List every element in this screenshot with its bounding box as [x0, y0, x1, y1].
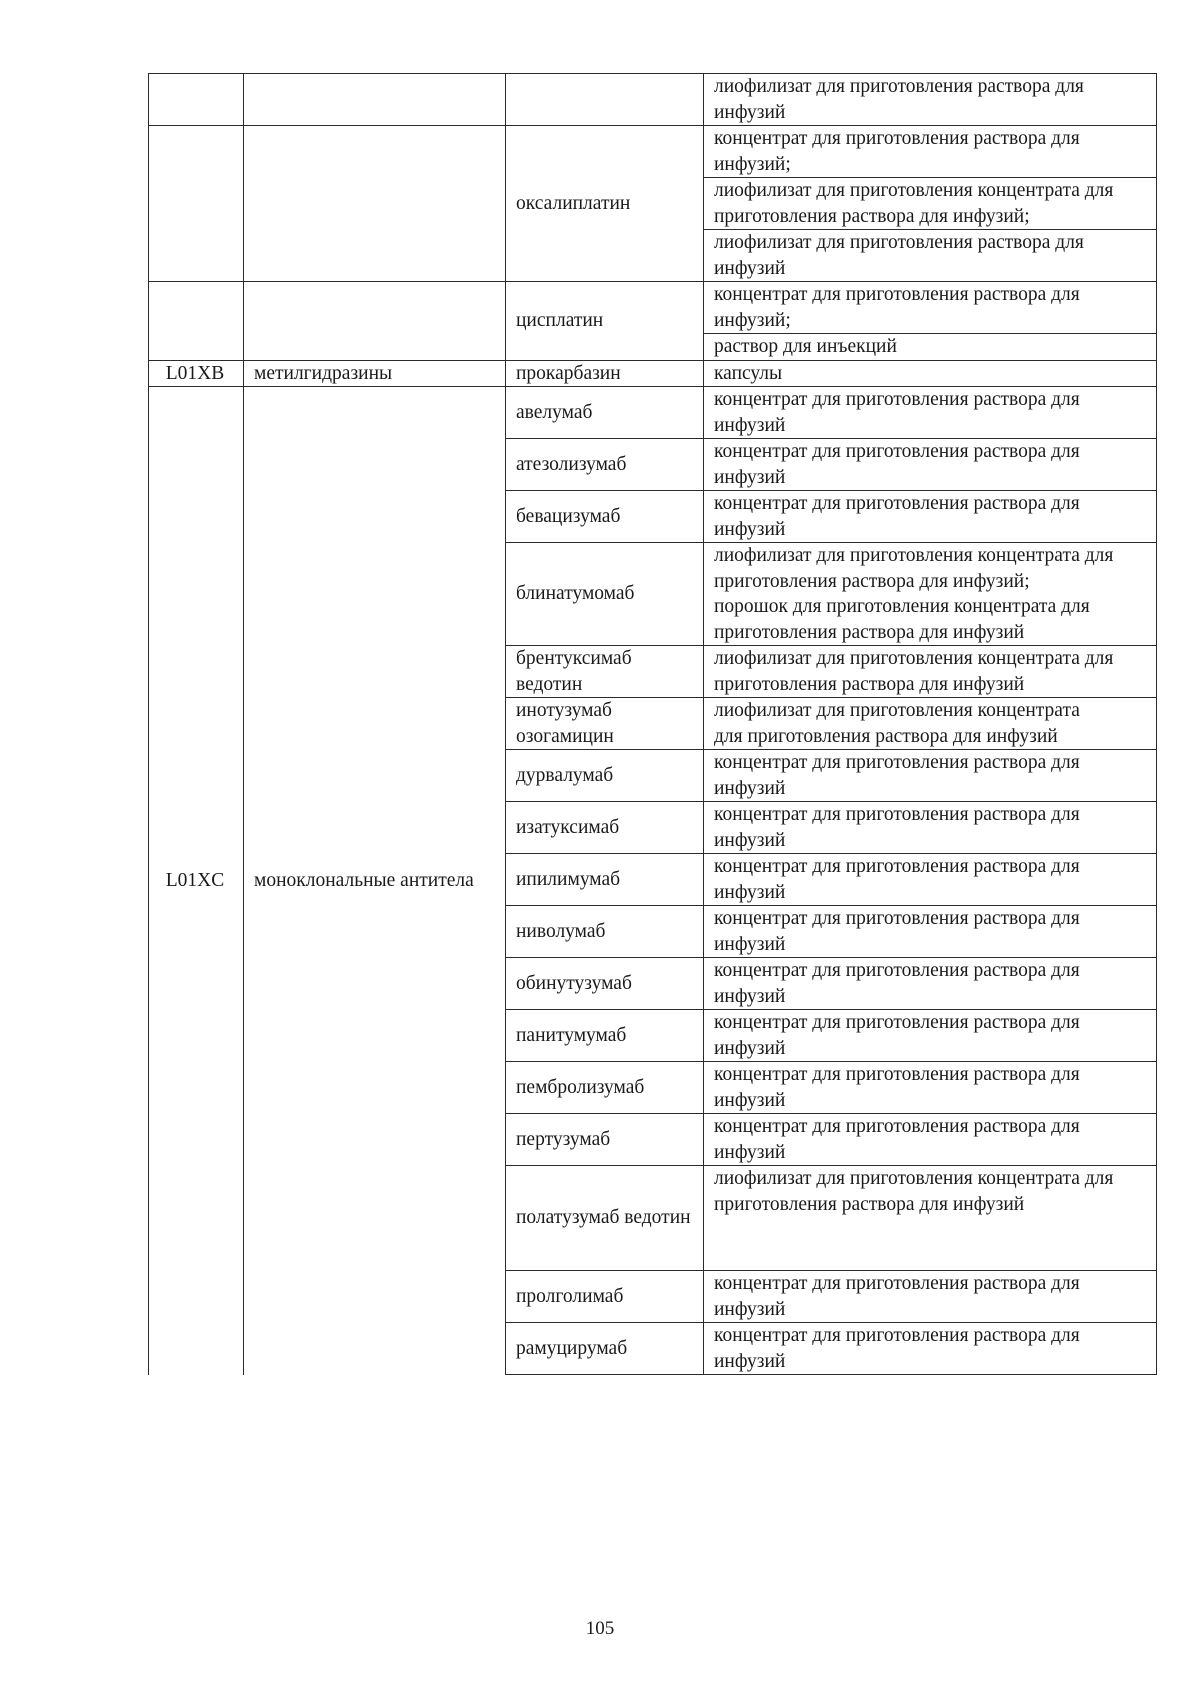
table-row: [149, 282, 1157, 334]
group-cell: моноклональные антитела: [244, 387, 506, 1375]
dosage-form-cell: концентрат для приготовления раствора для инфузий: [704, 906, 1157, 958]
dosage-form-cell: лиофилизат для приготовления раствора для инфузий: [704, 230, 1157, 282]
dosage-form-cell: концентрат для приготовления раствора для инфузий: [704, 750, 1157, 802]
group-cell: метилгидразины: [244, 360, 506, 387]
dosage-form-cell: концентрат для приготовления раствора для инфузий: [704, 491, 1157, 543]
dosage-form-cell: концентрат для приготовления раствора для инфузий: [704, 1010, 1157, 1062]
drug-name-cell: бевацизумаб: [506, 491, 704, 543]
drug-name-cell: пертузумаб: [506, 1114, 704, 1166]
group-cell: [244, 74, 506, 126]
dosage-form-cell: концентрат для приготовления раствора для инфузий: [704, 1062, 1157, 1114]
atc-code-cell: [149, 74, 244, 126]
drug-name-cell: брентуксимаб ведотин: [506, 646, 704, 698]
dosage-form-cell: концентрат для приготовления раствора для инфузий: [704, 958, 1157, 1010]
drug-name-cell: пролголимаб: [506, 1271, 704, 1323]
dosage-form-cell: концентрат для приготовления раствора для инфузий: [704, 1114, 1157, 1166]
drug-name-cell: авелумаб: [506, 387, 704, 439]
atc-code-cell: [149, 282, 244, 361]
dosage-form-cell: концентрат для приготовления раствора для инфузий: [704, 1271, 1157, 1323]
drug-name-cell: ипилимумаб: [506, 854, 704, 906]
dosage-form-cell: концентрат для приготовления раствора для инфузий: [704, 854, 1157, 906]
drug-name-cell: прокарбазин: [506, 360, 704, 387]
dosage-form-line: для приготовления раствора для инфузий: [714, 725, 1058, 747]
drug-name-cell: ниволумаб: [506, 906, 704, 958]
atc-code-cell: [149, 126, 244, 282]
drug-name-cell: [506, 74, 704, 126]
table-row: [149, 126, 1157, 178]
dosage-form-cell: концентрат для приготовления раствора для инфузий: [704, 1323, 1157, 1375]
group-cell: [244, 282, 506, 361]
drug-name-cell: атезолизумаб: [506, 439, 704, 491]
drug-name-cell: оксалиплатин: [506, 126, 704, 282]
atc-code-cell: L01XC: [149, 387, 244, 1375]
dosage-form-cell: лиофилизат для приготовления концентрата для приготовления раствора для инфузий: [704, 1166, 1157, 1271]
dosage-form-cell: концентрат для приготовления раствора для инфузий: [704, 387, 1157, 439]
dosage-form-cell: концентрат для приготовления раствора для инфузий: [704, 802, 1157, 854]
group-cell: [244, 126, 506, 282]
drug-name-cell: изатуксимаб: [506, 802, 704, 854]
atc-code-cell: L01XB: [149, 360, 244, 387]
dosage-form-cell: капсулы: [704, 360, 1157, 387]
dosage-form-cell: концентрат для приготовления раствора для инфузий: [704, 439, 1157, 491]
table-row: [149, 387, 1157, 439]
dosage-form-cell: концентрат для приготовления раствора для инфузий;: [704, 126, 1157, 178]
dosage-form-cell: лиофилизат для приготовления концентрата для приготовления раствора для инфузий;: [704, 178, 1157, 230]
dosage-form-line: лиофилизат для приготовления концентрата: [714, 700, 1080, 721]
drug-name-cell: обинутузумаб: [506, 958, 704, 1010]
drug-table: [148, 73, 1157, 1375]
table-row: [149, 74, 1157, 126]
dosage-form-cell: концентрат для приготовления раствора для инфузий;: [704, 282, 1157, 334]
drug-name-cell: полатузумаб ведотин: [506, 1166, 704, 1271]
table-row: [149, 360, 1157, 387]
dosage-form-cell: лиофилизат для приготовления раствора для инфузий: [704, 74, 1157, 126]
dosage-form-line: порошок для приготовления концентрата для приготовления раствора для инфузий: [714, 596, 1090, 643]
page-number: 105: [585, 1618, 615, 1639]
dosage-form-cell: лиофилизат для приготовления концентрата для приготовления раствора для инфузий: [704, 646, 1157, 698]
dosage-form-cell: раствор для инъекций: [704, 334, 1157, 361]
drug-name-cell: пембролизумаб: [506, 1062, 704, 1114]
dosage-form-cell: [704, 698, 1157, 750]
dosage-form-line: лиофилизат для приготовления концентрата для приготовления раствора для инфузий;: [714, 545, 1114, 592]
drug-name-cell: рамуцирумаб: [506, 1323, 704, 1375]
drug-name-cell: дурвалумаб: [506, 750, 704, 802]
drug-name-cell: инотузумаб озогамицин: [506, 698, 704, 750]
drug-name-cell: блинатумомаб: [506, 543, 704, 646]
dosage-form-cell: [704, 543, 1157, 646]
drug-name-cell: цисплатин: [506, 282, 704, 361]
drug-name-cell: панитумумаб: [506, 1010, 704, 1062]
